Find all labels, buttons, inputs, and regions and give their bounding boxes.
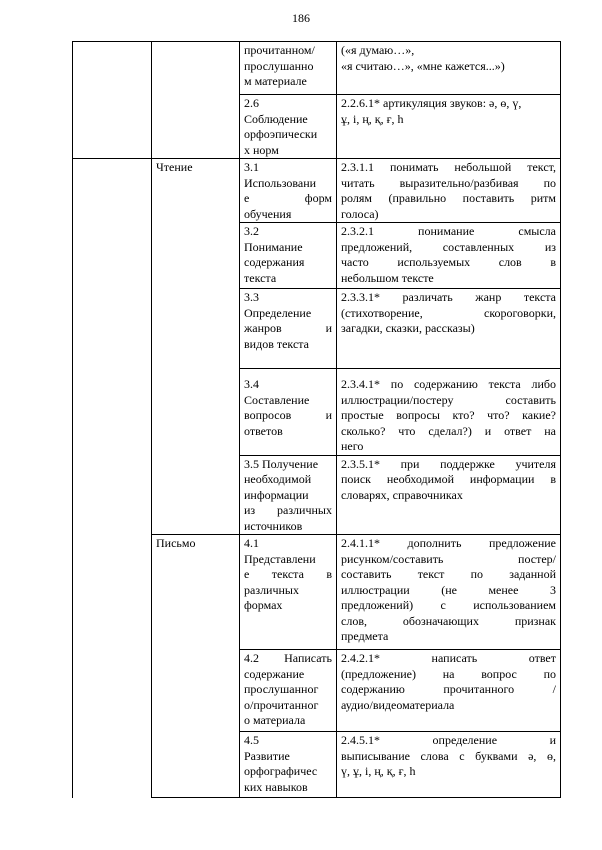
cell-line: текста [244,270,277,285]
objective-cell [337,95,561,159]
objective-cell [337,535,561,650]
cell-line: рисунком/составить постер/ [341,551,556,566]
cell-line: 3.4 [244,377,259,391]
cell-line: о материала [244,713,306,727]
cell-line: («я думаю…», [341,43,415,57]
section-cell [152,535,240,798]
cell-line: содержания [244,255,305,269]
cell-line: 2.3.2.1 понимание смысла [341,224,556,238]
cell-line: 2.3.4.1* по содержанию текста либо [341,377,556,391]
cell-line: Развитие [244,748,290,763]
cell-line: ких навыков [244,779,308,794]
cell-line: видов текста [244,336,310,351]
cell-line: Составление [244,392,310,407]
cell-line: ұ, і, ң, қ, ғ, һ [341,111,404,126]
cell-line: из различных [244,503,332,517]
cell-line: необходимой [244,472,312,486]
cell-line: аудио/видеоматериала [341,697,455,712]
code-cell [240,535,337,650]
cell-line: него [341,439,364,453]
cell-line: Понимание [244,239,303,254]
cell-line: формах [244,598,283,612]
cell-line: содержание [244,666,305,681]
cell-line: «я считаю…», «мне кажется...») [341,58,505,73]
cell-line: орфографичес [244,764,318,778]
objective-cell [337,42,561,95]
cell-line: 2.4.2.1* написать ответ [341,651,556,665]
cell-line: составить текст по заданной [341,567,556,581]
cell-line: загадки, сказки, рассказы) [341,321,475,335]
cell-line: 3.3 [244,290,259,304]
cell-line: предложений) с использованием [341,598,556,612]
cell-line: 3.2 [244,224,259,238]
objective-cell [337,289,561,369]
cell-line: (предложение) на вопрос по [341,666,556,681]
cell-line: х норм [244,142,279,157]
cell-line: 2.2.6.1* артикуляция звуков: ә, ө, ү, [341,96,522,110]
code-cell [240,159,337,223]
code-cell [240,223,337,289]
cell-line: Определение [244,305,312,320]
cell-line: выписывание слова с буквами ә, ө, [341,748,556,763]
section-label: Письмо [156,536,196,550]
cell-line: различных [244,582,299,597]
objective-cell [337,159,561,223]
cell-line: прослушанног [244,682,319,696]
objective-cell [337,223,561,289]
objective-cell [337,650,561,732]
cell-line: 2.3.5.1* при поддержке учителя [341,456,556,471]
cell-line: 4.2 Написать [244,651,332,665]
code-cell [240,95,337,159]
cell-line: иллюстрации (не менее 3 [341,582,556,597]
cell-line: о/прочитанног [244,697,319,712]
cell-line: слов, обозначающих признак [341,613,556,628]
cell-line: 4.1 [244,536,259,550]
cell-line: м материале [244,74,307,88]
cell-line: 3.5 Получение [244,456,319,471]
cell-line: Соблюдение [244,111,308,126]
cell-line: 4.5 [244,733,259,747]
code-cell [240,650,337,732]
table-row [73,159,561,223]
cell-line: словарях, справочниках [341,487,463,502]
page-number: 186 [292,11,310,25]
empty-cell [152,42,240,159]
cell-line: е форм [244,191,332,205]
code-cell [240,42,337,95]
code-cell [240,732,337,798]
cell-line: предложений, составленных из [341,239,556,254]
cell-line: (стихотворение, скороговорки, [341,305,556,320]
section-cell [152,159,240,535]
cell-line: содержанию прочитанного / [341,682,556,696]
section-label: Чтение [156,160,193,174]
cell-line: обучения [244,206,292,221]
cell-line: предмета [341,629,389,643]
cell-line: 2.6 [244,96,259,110]
cell-line: ролям (правильно поставить ритм [341,191,556,205]
cell-line: 2.3.3.1* различать жанр текста [341,290,556,304]
table-row [73,42,561,95]
cell-line: Представлени [244,551,316,566]
cell-line: читать выразительно/разбивая по [341,175,556,190]
objective-cell [337,369,561,456]
cell-line: прочитанном/ [244,43,315,57]
cell-line: информации [244,487,309,502]
code-cell [240,369,337,456]
cell-line: орфоэпически [244,127,318,141]
cell-line: ү, ұ, і, ң, қ, ғ, һ [341,764,416,778]
curriculum-table [72,41,561,798]
cell-line: часто используемых слов в [341,255,556,269]
cell-line: прослушанно [244,58,314,73]
empty-cell [73,159,152,798]
cell-line: источников [244,518,303,533]
cell-line: поиск необходимой информации в [341,472,556,486]
cell-line: сколько? что сделал?) и ответ на [341,423,556,438]
cell-line: 3.1 [244,160,259,174]
cell-line: небольшом тексте [341,270,434,285]
cell-line: 2.3.1.1 понимать небольшой текст, [341,160,556,174]
cell-line: 2.4.5.1* определение и [341,733,556,747]
cell-line: простые вопросы кто? что? какие? [341,408,556,422]
cell-line: е текста в [244,567,332,581]
cell-line: Использовани [244,175,317,190]
cell-line: 2.4.1.1* дополнить предложение [341,536,556,550]
cell-line: голоса) [341,206,379,221]
cell-line: вопросов и [244,408,332,422]
objective-cell [337,455,561,535]
cell-line: жанров и [244,321,332,335]
cell-line: иллюстрации/постеру составить [341,392,556,407]
cell-line: ответов [244,423,283,438]
code-cell [240,289,337,369]
objective-cell [337,732,561,798]
empty-cell [73,42,152,159]
code-cell [240,455,337,535]
